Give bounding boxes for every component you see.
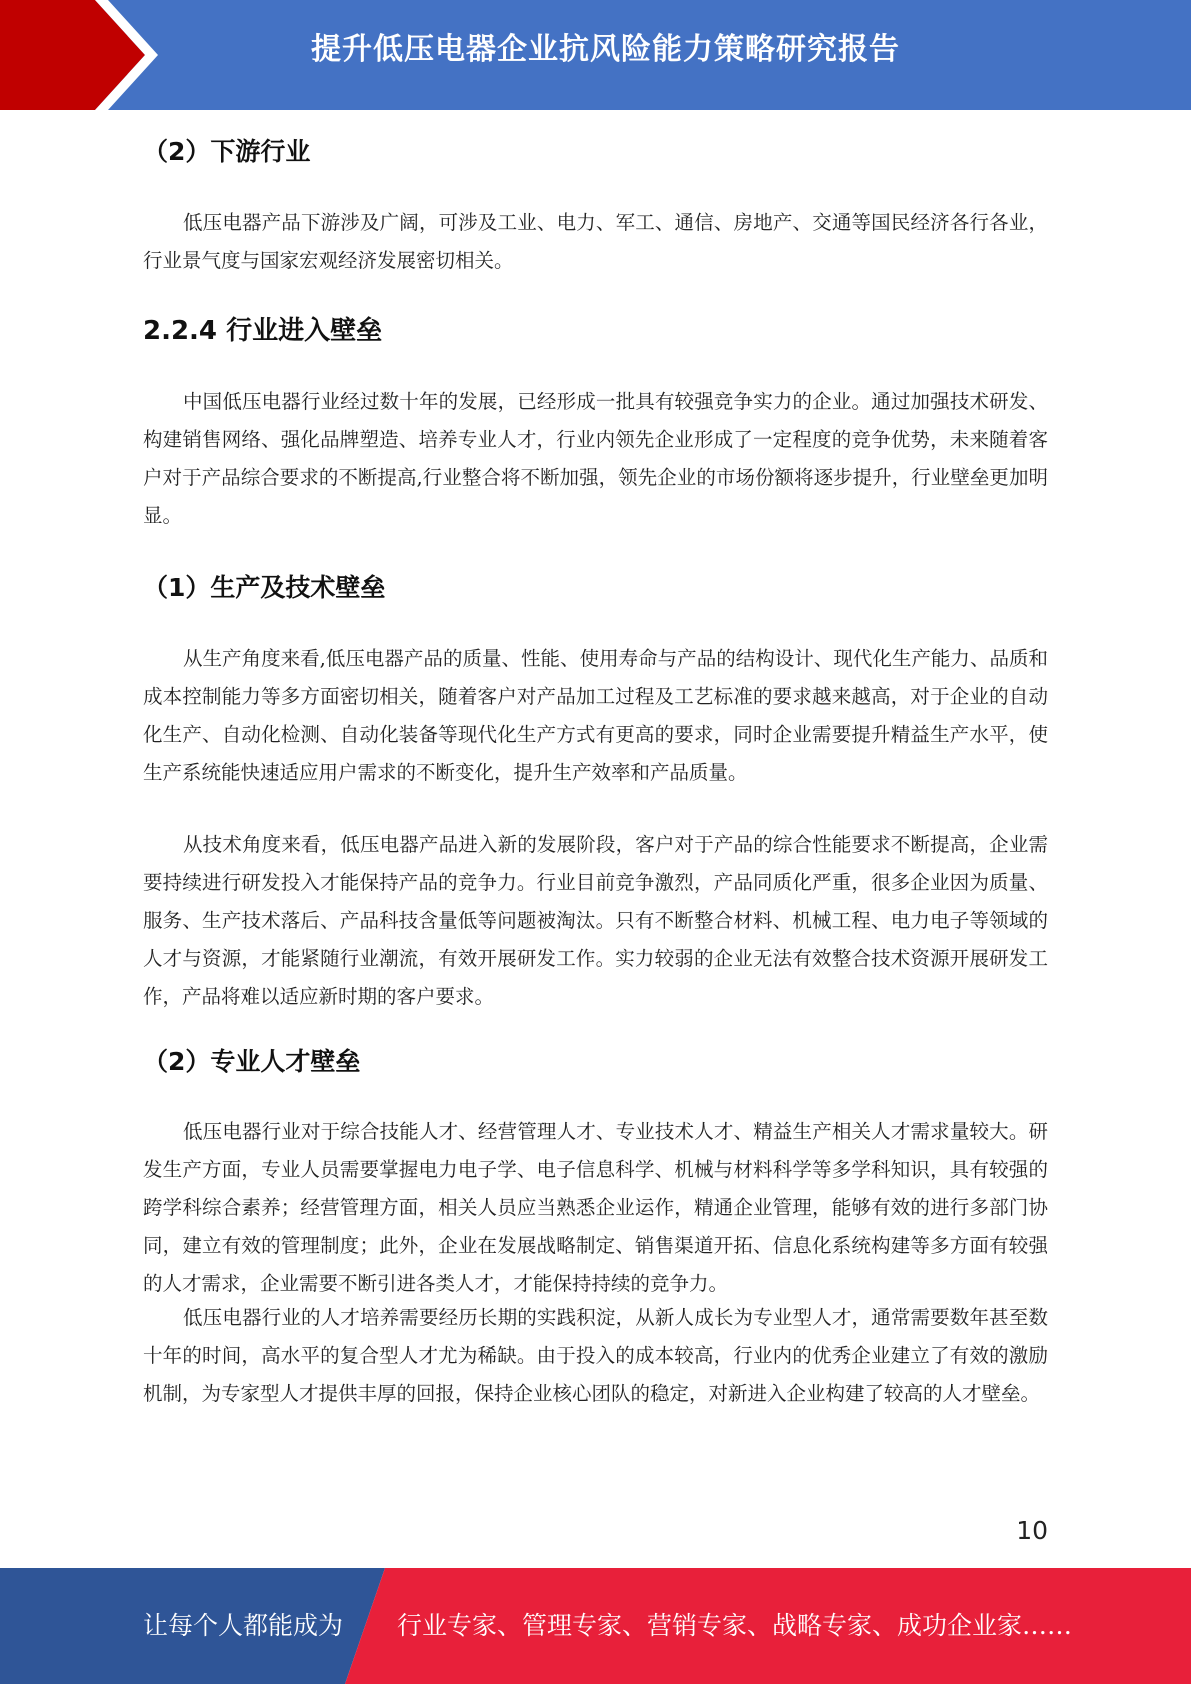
- paragraph-downstream: 低压电器产品下游涉及广阔，可涉及工业、电力、军工、通信、房地产、交通等国民经济各行各业，行业景气度与国家宏观经济发展密切相关。: [143, 211, 1048, 272]
- paragraph-production-barrier: 从生产角度来看,低压电器产品的质量、性能、使用寿命与产品的结构设计、现代化生产能力、品质和成本控制能力等多方面密切相关，随着客户对产品加工过程及工艺标准的要求越来越高，对于企业的自动化生产、自动化检测、自动化装备等现代化生产方式有更高的要求，同时企业需要提升精益生产水平，使生产系统能快速适应用户需求的不断变化，提升生产效率和产品质量。: [143, 647, 1048, 784]
- paragraph-talent-demand: 低压电器行业对于综合技能人才、经营管理人才、专业技术人才、精益生产相关人才需求量较大。研发生产方面，专业人员需要掌握电力电子学、电子信息科学、机械与材料科学等多学科知识，具有较强的跨学科综合素养；经营管理方面，相关人员应当熟悉企业运作，精通企业管理，能够有效的进行多部门协同，建立有效的管理制度；此外，企业在发展战略制定、销售渠道开拓、信息化系统构建等多方面有较强的人才需求，企业需要不断引进各类人才，才能保持持续的竞争力。: [143, 1120, 1048, 1295]
- footer-slogan-right: 行业专家、管理专家、营销专家、战略专家、成功企业家……: [397, 1611, 1073, 1640]
- footer-slogan-left: 让每个人都能成为: [143, 1611, 344, 1640]
- footer-banner: [0, 1568, 1191, 1684]
- heading-production-tech-barrier: （1）生产及技术壁垒: [143, 573, 386, 602]
- paragraph-industry-barrier: 中国低压电器行业经过数十年的发展，已经形成一批具有较强竞争实力的企业。通过加强技术研发、构建销售网络、强化品牌塑造、培养专业人才，行业内领先企业形成了一定程度的竞争优势，未来随着客户对于产品综合要求的不断提高,行业整合将不断加强，领先企业的市场份额将逐步提升，行业壁垒更加明显。: [143, 390, 1048, 527]
- paragraph-talent-cultivation: 低压电器行业的人才培养需要经历长期的实践积淀，从新人成长为专业型人才，通常需要数年甚至数十年的时间，高水平的复合型人才尤为稀缺。由于投入的成本较高，行业内的优秀企业建立了有效的激励机制，为专家型人才提供丰厚的回报，保持企业核心团队的稳定，对新进入企业构建了较高的人才壁垒。: [143, 1306, 1048, 1405]
- heading-industry-barrier: 2.2.4 行业进入壁垒: [143, 316, 383, 346]
- header-banner: [0, 0, 1191, 110]
- report-title: 提升低压电器企业抗风险能力策略研究报告: [311, 32, 900, 67]
- page-number: 10: [1016, 1516, 1048, 1545]
- paragraph-tech-barrier: 从技术角度来看，低压电器产品进入新的发展阶段，客户对于产品的综合性能要求不断提高，企业需要持续进行研发投入才能保持产品的竞争力。行业目前竞争激烈，产品同质化严重，很多企业因为质量、服务、生产技术落后、产品科技含量低等问题被淘汰。只有不断整合材料、机械工程、电力电子等领域的人才与资源，才能紧随行业潮流，有效开展研发工作。实力较弱的企业无法有效整合技术资源开展研发工作，产品将难以适应新时期的客户要求。: [143, 833, 1048, 1008]
- heading-talent-barrier: （2）专业人才壁垒: [143, 1047, 361, 1076]
- heading-downstream: （2）下游行业: [143, 137, 311, 166]
